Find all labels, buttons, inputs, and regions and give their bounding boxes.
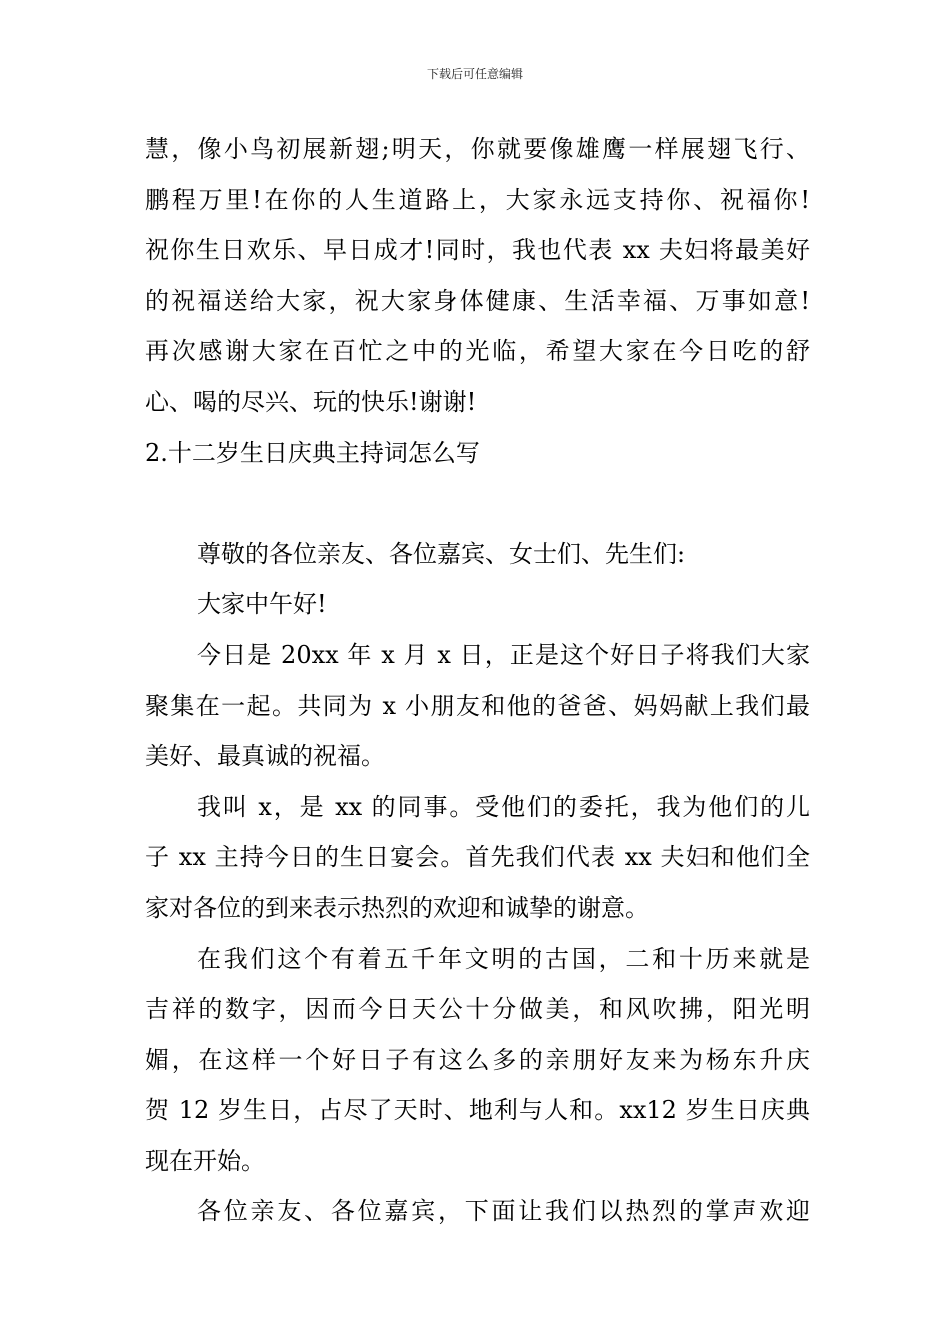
text-line: 今日是 20xx 年 x 月 x 日，正是这个好日子将我们大家 [197,640,810,669]
text-line: 的祝福送给大家，祝大家身体健康、生活幸福、万事如意! [145,286,810,315]
text-line: 各位亲友、各位嘉宾，下面让我们以热烈的掌声欢迎 [197,1197,810,1226]
text-line: 大家中午好! [197,590,327,619]
text-line: 在我们这个有着五千年文明的古国，二和十历来就是 [197,944,810,973]
text-line: 祝你生日欢乐、早日成才!同时，我也代表 xx 夫妇将最美好 [145,236,810,265]
text-line: 媚，在这样一个好日子有这么多的亲朋好友来为杨东升庆 [145,1045,810,1074]
text-line: 贺 12 岁生日，占尽了天时、地利与人和。xx12 岁生日庆典 [145,1096,810,1125]
section-heading: 2.十二岁生日庆典主持词怎么写 [145,438,480,467]
text-line: 鹏程万里!在你的人生道路上，大家永远支持你、祝福你! [145,185,810,214]
text-line: 再次感谢大家在百忙之中的光临，希望大家在今日吃的舒 [145,337,810,366]
document-body [145,124,810,1237]
text-line: 吉祥的数字，因而今日天公十分做美，和风吹拂，阳光明 [145,995,810,1024]
text-line: 美好、最真诚的祝福。 [145,742,385,771]
blank-line [145,478,810,529]
text-line: 家对各位的到来表示热烈的欢迎和诚挚的谢意。 [145,893,649,922]
text-line: 子 xx 主持今日的生日宴会。首先我们代表 xx 夫妇和他们全 [145,843,810,872]
text-line: 现在开始。 [145,1146,265,1175]
text-line: 尊敬的各位亲友、各位嘉宾、女士们、先生们: [197,539,686,568]
text-line: 心、喝的尽兴、玩的快乐!谢谢! [145,387,477,416]
text-line: 聚集在一起。共同为 x 小朋友和他的爸爸、妈妈献上我们最 [145,691,810,720]
text-line: 我叫 x，是 xx 的同事。受他们的委托，我为他们的儿 [197,792,810,821]
page-header: 下载后可任意编辑 [426,67,523,81]
text-line: 慧，像小鸟初展新翅;明天，你就要像雄鹰一样展翅飞行、 [145,135,810,163]
